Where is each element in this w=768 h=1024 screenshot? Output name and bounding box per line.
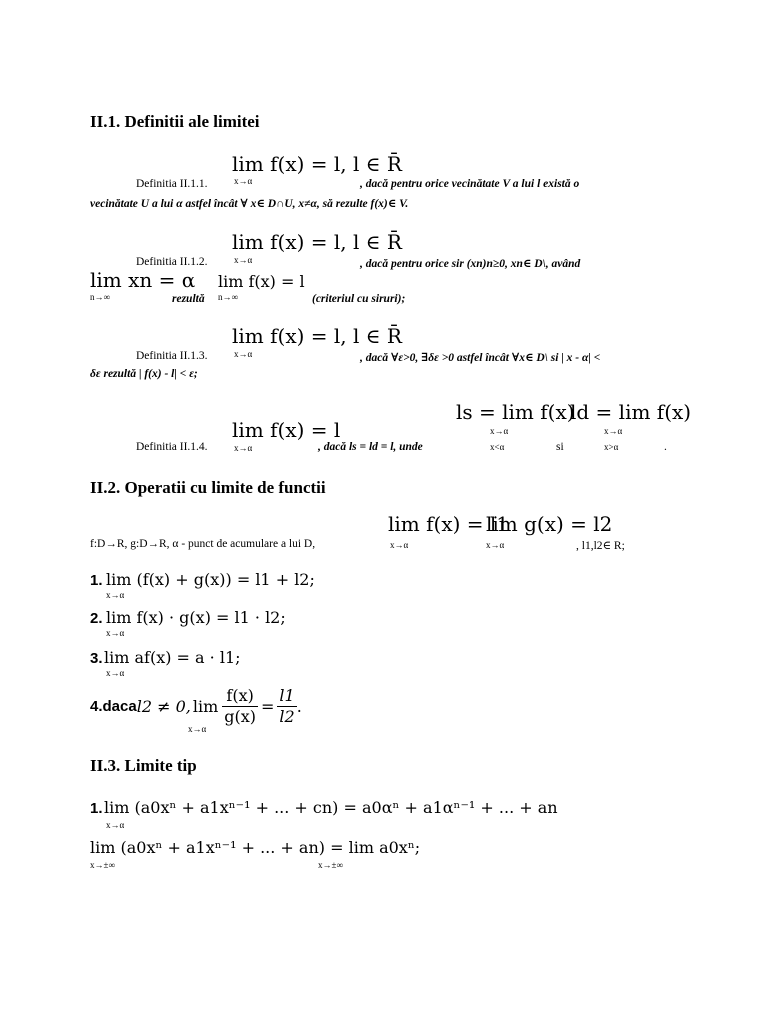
ops-rule-4-end: . — [296, 697, 302, 716]
ops-rule-4-under: x→α — [188, 724, 207, 734]
ops-intro-under1: x→α — [390, 540, 409, 550]
tip-2-under2: x→±∞ — [318, 860, 343, 870]
ops-lim-f: lim f(x) = l1 — [388, 512, 509, 536]
def3-formula-under: x→α — [234, 349, 253, 359]
ops-rule-4-condition: l2 ≠ 0, — [136, 697, 191, 716]
def1-label: Definitia II.1.1. — [136, 178, 208, 190]
ops-intro: f:D→R, g:D→R, α - punct de acumulare a lui D, — [90, 538, 316, 550]
tip-1: lim (a0xⁿ + a1xⁿ⁻¹ + ... + cn) = a0αⁿ + a1αⁿ⁻¹ + ... + an — [104, 798, 558, 817]
def2-formula: lim f(x) = l, l ∈ R̄ — [232, 230, 402, 254]
ops-rule-1-under: x→α — [106, 590, 125, 600]
ops-rule-4-number: 4. — [90, 698, 103, 715]
def3-text-b: δε rezultă | f(x) - l| < ε; — [90, 368, 198, 380]
ops-rule-3-number: 3. — [90, 650, 103, 667]
def2-text-a: , dacă pentru orice sir (xn)n≥0, xn∈ D\, având — [360, 258, 581, 270]
def4-text-a: , dacă ls = ld = l, unde — [318, 441, 423, 453]
def2-label: Definitia II.1.2. — [136, 256, 208, 268]
def4-ld: ld = lim f(x) — [570, 400, 692, 424]
def1-text-b: vecinătate U a lui α astfel încât ∀ x∈ D∩U, x≠α, să rezulte f(x)∈ V. — [90, 198, 409, 210]
section-heading-operations: II.2. Operatii cu limite de functii — [90, 478, 326, 497]
def2-criteriu: (criteriul cu siruri); — [312, 293, 406, 305]
def4-ld-under2: x>α — [604, 442, 619, 452]
ops-rule-3-under: x→α — [106, 668, 125, 678]
def4-end: . — [664, 441, 667, 453]
tip-2: lim (a0xⁿ + a1xⁿ⁻¹ + ... + an) = lim a0xⁿ; — [90, 838, 421, 857]
ops-rule-4-frac-bot: g(x) — [224, 707, 257, 726]
ops-rule-4-res-top: l1 — [279, 686, 295, 705]
def4-formula: lim f(x) = l — [232, 418, 341, 442]
ops-rule-4-res-bot: l2 — [279, 707, 295, 726]
def2-lim-fx-under: n→∞ — [218, 292, 238, 302]
ops-rule-2-number: 2. — [90, 610, 103, 627]
ops-rule-4-frac-top: f(x) — [222, 686, 258, 707]
ops-rule-4-eq: = — [261, 697, 275, 716]
ops-rule-4-daca: daca — [102, 698, 137, 715]
ops-rule-1-number: 1. — [90, 572, 103, 589]
ops-rule-4-result — [277, 686, 296, 727]
ops-rule-3: lim af(x) = a · l1; — [104, 648, 241, 667]
ops-lim-g: lim g(x) = l2 — [486, 512, 613, 536]
ops-rule-2: lim f(x) · g(x) = l1 · l2; — [106, 608, 286, 627]
def4-formula-under: x→α — [234, 443, 253, 453]
def4-si: si — [556, 441, 564, 453]
def3-label: Definitia II.1.3. — [136, 350, 208, 362]
def4-ls: ls = lim f(x) — [456, 400, 575, 424]
def4-ls-under2: x<α — [490, 442, 505, 452]
def4-label: Definitia II.1.4. — [136, 441, 208, 453]
def4-ls-under: x→α — [490, 426, 509, 436]
def3-formula: lim f(x) = l, l ∈ R̄ — [232, 324, 402, 348]
ops-intro-under2: x→α — [486, 540, 505, 550]
section-heading-limits: II.3. Limite tip — [90, 756, 197, 775]
ops-intro-end: , l1,l2∈ R; — [576, 540, 625, 552]
ops-rule-4 — [90, 686, 302, 727]
tip-1-under: x→α — [106, 820, 125, 830]
section-heading-definitions: II.1. Definitii ale limitei — [90, 112, 260, 131]
def2-lim-xn-under: n→∞ — [90, 292, 110, 302]
tip-1-number: 1. — [90, 800, 103, 817]
def2-lim-xn: lim xn = α — [90, 268, 196, 292]
def2-rezulta: rezultă — [172, 293, 205, 305]
def1-formula: lim f(x) = l, l ∈ R̄ — [232, 152, 402, 176]
ops-rule-1: lim (f(x) + g(x)) = l1 + l2; — [106, 570, 315, 589]
ops-rule-4-fraction — [222, 686, 258, 727]
def2-formula-under: x→α — [234, 255, 253, 265]
def2-lim-fx: lim f(x) = l — [218, 272, 305, 291]
def1-formula-under: x→α — [234, 176, 253, 186]
def3-text-a: , dacă ∀ε>0, ∃δε >0 astfel încât ∀x∈ D\ si | x - α| < — [360, 352, 601, 364]
def1-text-a: , dacă pentru orice vecinătate V a lui l există o — [360, 178, 580, 190]
tip-2-under1: x→±∞ — [90, 860, 115, 870]
ops-rule-2-under: x→α — [106, 628, 125, 638]
ops-rule-4-lim: lim — [192, 697, 219, 716]
def4-ld-under: x→α — [604, 426, 623, 436]
